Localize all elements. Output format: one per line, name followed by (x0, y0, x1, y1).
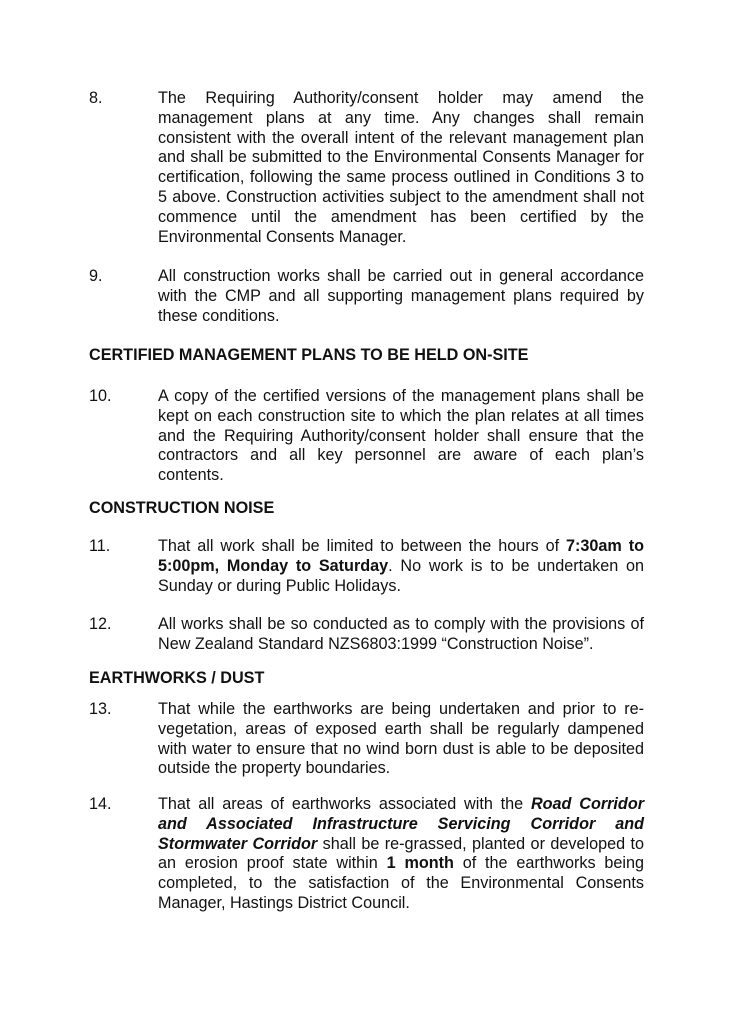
clause-number: 9. (89, 267, 103, 285)
clause-text-bold: 1 month (386, 854, 454, 873)
clause-number: 13. (89, 700, 112, 718)
clause-text-part: . No work is to be undertaken on Sunday or during Public Holidays. (158, 556, 645, 595)
clause-text (158, 537, 644, 596)
clause-number: 11. (89, 537, 111, 555)
clause-text (158, 795, 644, 914)
clause-text-part: That all work shall be limited to between the hours of (158, 537, 567, 555)
clause-text: All works shall be so conducted as to comply with the provisions of New Zealand Standard NZS6803:1999 “Construction Noise”. (158, 615, 644, 653)
clause-number: 10. (89, 387, 112, 405)
clause-text: A copy of the certified versions of the management plans shall be kept on each construction site to which the plan relates at all times and the Requiring Authority/consent holder shall ensure that the contractors and all key personnel are aware of each plan’s contents. (158, 387, 644, 485)
clause-text-part: shall be re-grassed, planted or developed to an erosion proof state within (158, 834, 644, 873)
clause-text-bold: 7:30am to 5:00pm, Monday to Saturday (158, 537, 644, 575)
section-heading-construction-noise: CONSTRUCTION NOISE (89, 499, 275, 517)
section-heading-certified-plans: CERTIFIED MANAGEMENT PLANS TO BE HELD ON-SITE (89, 346, 529, 364)
clause-text: That while the earthworks are being undertaken and prior to re-vegetation, areas of exposed earth shall be regularly dampened with water to ensure that no wind born dust is able to be deposited outside the property boundaries. (158, 700, 644, 778)
clause-text-part: of the earthworks being completed, to the satisfaction of the Environmental Consents Manager, Hastings District Council. (158, 854, 644, 912)
clause-text: All construction works shall be carried out in general accordance with the CMP and all supporting management plans required by these conditions. (158, 267, 644, 325)
clause-text: The Requiring Authority/consent holder may amend the management plans at any time. Any changes shall remain consistent with the overall intent of the relevant management plan and shall be submitted to the Environmental Consents Manager for certification, following the same process outlined in Conditions 3 to 5 above. Construction activities subject to the amendment shall not commence until the amendment has been certified by the Environmental Consents Manager. (158, 89, 644, 246)
clause-number: 12. (89, 615, 112, 633)
section-heading-earthworks-dust: EARTHWORKS / DUST (89, 669, 265, 687)
clause-number: 8. (89, 89, 103, 107)
clause-number: 14. (89, 795, 112, 813)
clause-text-bold-italic: Road Corridor and Associated Infrastructure Servicing Corridor and Stormwater Corridor (158, 795, 645, 853)
clause-text-part: That all areas of earthworks associated with the (158, 795, 531, 813)
